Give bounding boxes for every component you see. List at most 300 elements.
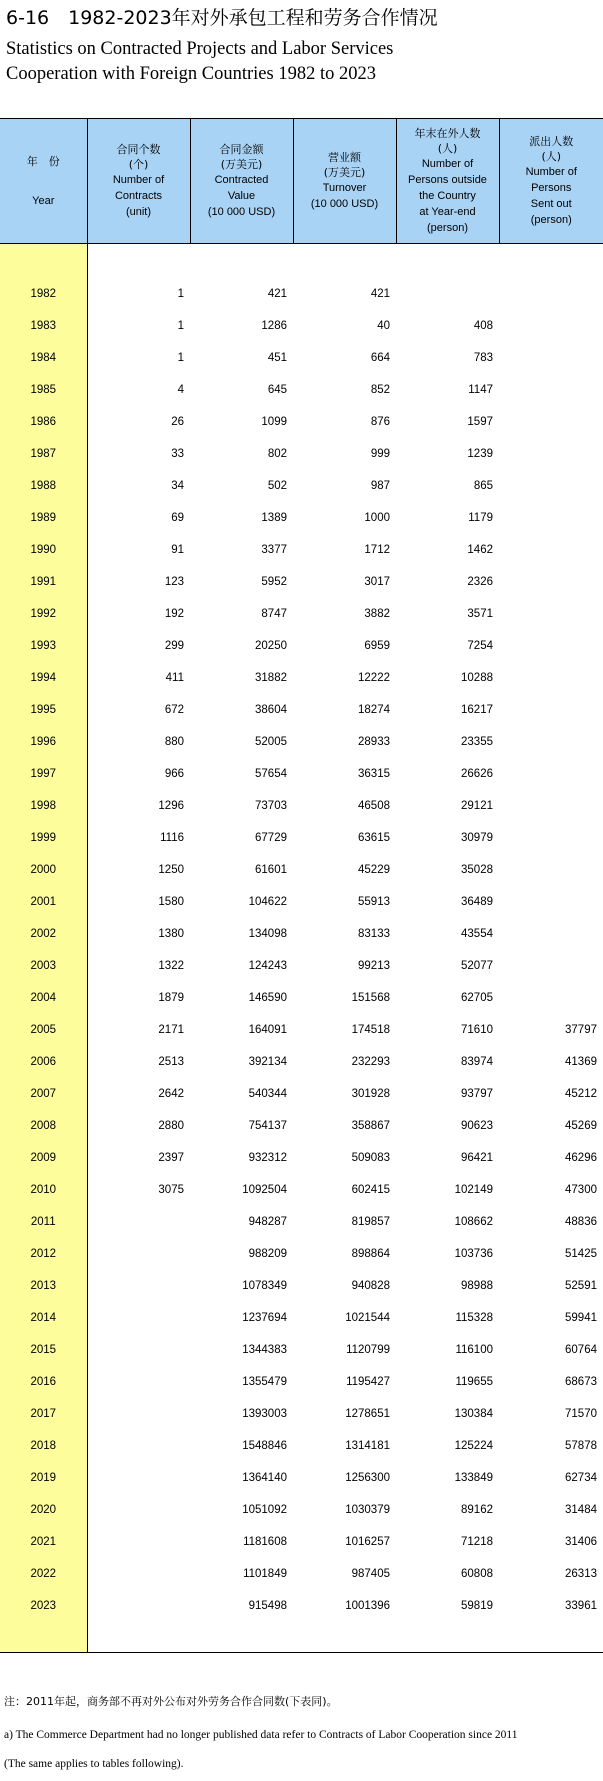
cell-sent <box>499 918 603 950</box>
spacer-row <box>0 244 603 279</box>
cell-value: 38604 <box>255 704 287 716</box>
cell-value: 1364140 <box>242 1472 287 1484</box>
cell-turnover: 1030379 <box>345 1504 390 1516</box>
year-cell: 1993 <box>0 630 87 662</box>
cell-contracts: 411 <box>165 672 184 684</box>
table-row <box>0 1558 603 1590</box>
cell-contracts: 26 <box>171 416 184 428</box>
cell-contracts <box>87 1590 190 1622</box>
cell-outside: 1239 <box>467 448 493 460</box>
column-header-en-line: (10 000 USD) <box>310 198 379 210</box>
year-cell: 1998 <box>0 790 87 822</box>
cell-sent <box>499 726 603 758</box>
cell-turnover: 421 <box>370 288 390 300</box>
cell-contracts: 1 <box>177 288 184 300</box>
year-cell: 2022 <box>0 1558 87 1590</box>
cell-outside: 89162 <box>461 1504 493 1516</box>
year-cell: 1990 <box>0 534 87 566</box>
cell-sent <box>499 502 603 534</box>
spacer-cell <box>293 244 396 279</box>
cell-sent: 45269 <box>565 1120 597 1132</box>
table-row <box>0 406 603 438</box>
cell-sent: 47300 <box>565 1184 597 1196</box>
spacer-cell <box>190 1622 293 1653</box>
cell-turnover: 358867 <box>351 1120 390 1132</box>
column-header-en-line: Contracts <box>114 190 163 202</box>
column-header-4 <box>396 119 499 244</box>
statistics-table <box>0 118 603 1653</box>
table-row <box>0 790 603 822</box>
cell-turnover: 1278651 <box>345 1408 390 1420</box>
header-row <box>0 119 603 244</box>
year-cell: 1992 <box>0 598 87 630</box>
column-header-en-line: Persons outside <box>408 174 487 186</box>
cell-contracts: 69 <box>171 512 184 524</box>
cell-turnover: 36315 <box>358 768 390 780</box>
year-cell: 1989 <box>0 502 87 534</box>
cell-value: 1237694 <box>242 1312 287 1324</box>
cell-outside: 3571 <box>467 608 493 620</box>
table-row <box>0 662 603 694</box>
cell-turnover: 28933 <box>358 736 390 748</box>
cell-turnover: 1001396 <box>345 1600 390 1612</box>
cell-contracts: 2880 <box>158 1120 184 1132</box>
cell-value: 802 <box>267 448 287 460</box>
column-header-cn-unit: (万美元) <box>323 166 366 179</box>
cell-turnover: 876 <box>370 416 390 428</box>
cell-turnover: 852 <box>370 384 390 396</box>
cell-turnover: 999 <box>370 448 390 460</box>
cell-turnover: 55913 <box>358 896 390 908</box>
cell-contracts: 1580 <box>158 896 184 908</box>
cell-turnover: 1712 <box>364 544 390 556</box>
cell-sent: 51425 <box>565 1248 597 1260</box>
year-cell: 2016 <box>0 1366 87 1398</box>
column-header-en-line: Value <box>227 190 256 202</box>
year-cell: 1996 <box>0 726 87 758</box>
cell-sent: 33961 <box>565 1600 597 1612</box>
cell-sent <box>499 566 603 598</box>
cell-contracts: 1 <box>177 352 184 364</box>
cell-value: 1181608 <box>243 1536 287 1548</box>
cell-outside: 36489 <box>461 896 493 908</box>
cell-turnover: 301928 <box>351 1088 390 1100</box>
cell-turnover: 1016257 <box>345 1536 390 1548</box>
cell-sent <box>499 790 603 822</box>
cell-sent <box>499 662 603 694</box>
cell-contracts: 123 <box>164 576 184 588</box>
cell-outside: 125224 <box>454 1440 493 1452</box>
cell-value: 61601 <box>255 864 287 876</box>
column-header-cn-unit: (万美元) <box>220 158 263 171</box>
cell-contracts <box>87 1462 190 1494</box>
cell-value: 988209 <box>248 1248 287 1260</box>
cell-outside: 108662 <box>454 1216 493 1228</box>
cell-value: 915498 <box>248 1600 287 1612</box>
cell-value: 146590 <box>248 992 287 1004</box>
cell-sent: 37797 <box>565 1024 597 1036</box>
cell-value: 1101849 <box>243 1568 287 1580</box>
cell-outside: 1147 <box>468 384 493 396</box>
cell-outside: 408 <box>473 320 493 332</box>
cell-sent: 71570 <box>565 1408 597 1420</box>
cell-outside: 23355 <box>461 736 493 748</box>
cell-contracts <box>87 1526 190 1558</box>
table-row <box>0 1174 603 1206</box>
cell-turnover: 6959 <box>364 640 390 652</box>
table-row <box>0 1302 603 1334</box>
cell-sent <box>499 630 603 662</box>
cell-outside: 783 <box>473 352 493 364</box>
cell-outside: 30979 <box>461 832 493 844</box>
year-cell: 2023 <box>0 1590 87 1622</box>
cell-contracts <box>87 1494 190 1526</box>
cell-value: 1092504 <box>242 1184 287 1196</box>
cell-turnover: 987 <box>370 480 390 492</box>
cell-sent <box>499 982 603 1014</box>
cell-contracts: 34 <box>171 480 184 492</box>
year-cell: 1991 <box>0 566 87 598</box>
cell-outside: 52077 <box>461 960 493 972</box>
cell-contracts: 1322 <box>158 960 184 972</box>
cell-value: 1389 <box>261 512 287 524</box>
column-header-1 <box>87 119 190 244</box>
cell-sent <box>499 598 603 630</box>
cell-outside: 1462 <box>467 544 493 556</box>
cell-value: 57654 <box>255 768 287 780</box>
cell-value: 754137 <box>248 1120 287 1132</box>
year-cell: 1984 <box>0 342 87 374</box>
year-cell: 2021 <box>0 1526 87 1558</box>
table-row <box>0 630 603 662</box>
year-cell: 2007 <box>0 1078 87 1110</box>
cell-turnover: 987405 <box>351 1568 390 1580</box>
column-header-3 <box>293 119 396 244</box>
cell-outside: 93797 <box>461 1088 493 1100</box>
cell-turnover: 3882 <box>364 608 390 620</box>
spacer-row <box>0 1622 603 1653</box>
table-row <box>0 1334 603 1366</box>
cell-sent <box>499 822 603 854</box>
cell-value: 20250 <box>255 640 287 652</box>
table-row <box>0 310 603 342</box>
cell-outside: 1597 <box>467 416 493 428</box>
cell-sent <box>499 694 603 726</box>
column-header-cn: 派出人数 <box>529 135 574 148</box>
table-row <box>0 566 603 598</box>
table-row <box>0 278 603 310</box>
cell-outside: 16217 <box>461 704 493 716</box>
cell-turnover: 1021544 <box>345 1312 390 1324</box>
footnote-cn: 注：2011年起，商务部不再对外公布对外劳务合作合同数(下表同)。 <box>4 1695 338 1708</box>
footnote-en-line1: a) The Commerce Department had no longer published data refer to Contracts of Labor Cooperation since 2011 <box>4 1729 518 1741</box>
year-cell: 1997 <box>0 758 87 790</box>
footnote-en-line2: (The same applies to tables following). <box>4 1758 184 1770</box>
cell-value: 5952 <box>261 576 287 588</box>
table-row <box>0 1366 603 1398</box>
cell-sent <box>499 886 603 918</box>
cell-value: 3377 <box>261 544 287 556</box>
cell-contracts: 1 <box>177 320 184 332</box>
column-header-en-line: Year <box>32 194 55 207</box>
cell-outside: 98988 <box>461 1280 493 1292</box>
cell-value: 1355479 <box>242 1376 287 1388</box>
table-row <box>0 1462 603 1494</box>
cell-outside: 71610 <box>461 1024 493 1036</box>
year-cell: 2006 <box>0 1046 87 1078</box>
table-row <box>0 502 603 534</box>
table-row <box>0 1046 603 1078</box>
column-header-cn: 营业额 <box>328 151 361 164</box>
table-row <box>0 822 603 854</box>
year-cell: 2004 <box>0 982 87 1014</box>
table-row <box>0 1238 603 1270</box>
cell-outside: 96421 <box>461 1152 493 1164</box>
table-row <box>0 918 603 950</box>
table-row <box>0 1142 603 1174</box>
cell-sent <box>499 758 603 790</box>
cell-contracts <box>87 1366 190 1398</box>
column-header-en-line: at Year-end <box>419 206 476 218</box>
cell-sent <box>499 406 603 438</box>
cell-value: 645 <box>267 384 287 396</box>
column-header-cn: 合同个数 <box>116 143 161 156</box>
table-row <box>0 534 603 566</box>
column-header-cn: 年末在外人数 <box>414 127 481 140</box>
year-cell: 2011 <box>0 1206 87 1238</box>
cell-sent: 31406 <box>565 1536 597 1548</box>
cell-value: 451 <box>267 352 287 364</box>
year-cell: 1986 <box>0 406 87 438</box>
cell-contracts: 3075 <box>158 1184 184 1196</box>
year-cell: 1995 <box>0 694 87 726</box>
spacer-cell <box>396 244 499 279</box>
cell-outside: 83974 <box>461 1056 493 1068</box>
cell-turnover: 509083 <box>351 1152 390 1164</box>
cell-contracts <box>87 1430 190 1462</box>
column-header-0 <box>0 119 87 244</box>
cell-contracts <box>87 1558 190 1590</box>
column-header-en-line: (10 000 USD) <box>207 206 276 218</box>
cell-value: 1051092 <box>242 1504 287 1516</box>
cell-value: 932312 <box>248 1152 287 1164</box>
year-cell: 1987 <box>0 438 87 470</box>
spacer-cell <box>499 1622 603 1653</box>
table-row <box>0 470 603 502</box>
cell-sent <box>499 470 603 502</box>
cell-outside: 43554 <box>461 928 493 940</box>
year-cell: 1999 <box>0 822 87 854</box>
cell-contracts: 2513 <box>158 1056 184 1068</box>
table-row <box>0 1526 603 1558</box>
cell-outside: 1179 <box>468 512 493 524</box>
table-title-en-line1: Statistics on Contracted Projects and Labor Services <box>6 39 394 59</box>
cell-turnover: 898864 <box>351 1248 390 1260</box>
table-row <box>0 1110 603 1142</box>
year-cell: 2014 <box>0 1302 87 1334</box>
cell-contracts <box>87 1270 190 1302</box>
table-row <box>0 1494 603 1526</box>
cell-outside: 71218 <box>461 1536 493 1548</box>
cell-value: 1099 <box>261 416 287 428</box>
cell-sent: 48836 <box>565 1216 597 1228</box>
cell-sent <box>499 950 603 982</box>
column-header-2 <box>190 119 293 244</box>
spacer-cell <box>396 1622 499 1653</box>
cell-contracts <box>87 1238 190 1270</box>
table-title-en-line2: Cooperation with Foreign Countries 1982 to 2023 <box>6 64 376 84</box>
cell-turnover: 1256300 <box>345 1472 390 1484</box>
spacer-cell <box>87 244 190 279</box>
year-cell: 1994 <box>0 662 87 694</box>
cell-contracts: 880 <box>164 736 184 748</box>
cell-turnover: 151568 <box>351 992 390 1004</box>
table-body <box>0 244 603 1653</box>
table-header <box>0 119 603 244</box>
cell-contracts: 1879 <box>158 992 184 1004</box>
table-row <box>0 1206 603 1238</box>
cell-outside: 90623 <box>461 1120 493 1132</box>
cell-sent <box>499 438 603 470</box>
spacer-cell <box>293 1622 396 1653</box>
spacer-cell <box>499 244 603 279</box>
cell-contracts: 192 <box>164 608 184 620</box>
cell-sent: 46296 <box>565 1152 597 1164</box>
cell-outside: 59819 <box>461 1600 493 1612</box>
column-header-cn-unit: (人) <box>541 150 562 163</box>
cell-value: 1344383 <box>242 1344 287 1356</box>
cell-turnover: 819857 <box>351 1216 390 1228</box>
cell-contracts: 1250 <box>158 864 184 876</box>
cell-contracts: 4 <box>177 384 184 396</box>
cell-contracts: 33 <box>171 448 184 460</box>
cell-turnover: 83133 <box>358 928 390 940</box>
cell-contracts: 1380 <box>158 928 184 940</box>
column-header-en-line: Number of <box>112 174 165 186</box>
cell-contracts <box>87 1206 190 1238</box>
cell-value: 948287 <box>248 1216 287 1228</box>
cell-value: 104622 <box>248 896 287 908</box>
year-cell: 2013 <box>0 1270 87 1302</box>
year-cell: 2003 <box>0 950 87 982</box>
cell-contracts: 2171 <box>158 1024 184 1036</box>
cell-outside: 60808 <box>461 1568 493 1580</box>
cell-value: 134098 <box>248 928 287 940</box>
table-title-cn: 6-16 1982-2023年对外承包工程和劳务合作情况 <box>6 7 438 29</box>
year-cell: 2020 <box>0 1494 87 1526</box>
cell-value: 73703 <box>255 800 287 812</box>
column-header-cn: 年 份 <box>26 154 60 168</box>
cell-turnover: 174518 <box>351 1024 390 1036</box>
cell-outside: 119655 <box>455 1376 493 1388</box>
cell-value: 52005 <box>255 736 287 748</box>
cell-contracts: 1116 <box>160 832 184 844</box>
year-cell: 1983 <box>0 310 87 342</box>
cell-turnover: 45229 <box>358 864 390 876</box>
year-cell: 2010 <box>0 1174 87 1206</box>
column-header-en-line: Sent out <box>530 198 572 210</box>
table-row <box>0 438 603 470</box>
year-cell: 2015 <box>0 1334 87 1366</box>
year-cell: 2000 <box>0 854 87 886</box>
cell-value: 1078349 <box>242 1280 287 1292</box>
cell-value: 421 <box>267 288 287 300</box>
cell-sent <box>499 854 603 886</box>
table-row <box>0 1078 603 1110</box>
cell-value: 1548846 <box>242 1440 287 1452</box>
cell-sent <box>499 278 603 310</box>
column-header-en-line: Number of <box>421 158 474 170</box>
cell-outside: 133849 <box>454 1472 493 1484</box>
cell-sent: 57878 <box>565 1440 597 1452</box>
column-header-5 <box>499 119 603 244</box>
cell-contracts: 2642 <box>158 1088 184 1100</box>
cell-sent: 59941 <box>565 1312 597 1324</box>
cell-value: 392134 <box>248 1056 287 1068</box>
year-cell: 2001 <box>0 886 87 918</box>
column-header-en-line: (person) <box>530 214 572 226</box>
cell-outside: 130384 <box>454 1408 493 1420</box>
table-row <box>0 1014 603 1046</box>
cell-contracts <box>87 1398 190 1430</box>
cell-value: 540344 <box>248 1088 287 1100</box>
cell-contracts: 672 <box>164 704 184 716</box>
cell-turnover: 1314181 <box>345 1440 390 1452</box>
cell-outside: 103736 <box>454 1248 493 1260</box>
cell-sent: 68673 <box>565 1376 597 1388</box>
table-row <box>0 374 603 406</box>
cell-turnover: 602415 <box>351 1184 390 1196</box>
table-row <box>0 886 603 918</box>
cell-outside: 102149 <box>454 1184 493 1196</box>
cell-sent: 41369 <box>565 1056 597 1068</box>
cell-outside: 10288 <box>461 672 493 684</box>
spacer-cell <box>0 1622 87 1653</box>
table-row <box>0 598 603 630</box>
column-header-en-line: the Country <box>419 190 476 202</box>
cell-sent <box>499 374 603 406</box>
cell-sent <box>499 534 603 566</box>
column-header-cn-unit: (个) <box>128 158 149 171</box>
cell-outside: 2326 <box>467 576 493 588</box>
table-row <box>0 758 603 790</box>
cell-value: 67729 <box>255 832 287 844</box>
table-row <box>0 342 603 374</box>
cell-value: 8747 <box>261 608 287 620</box>
cell-sent: 45212 <box>565 1088 597 1100</box>
year-cell: 2005 <box>0 1014 87 1046</box>
cell-turnover: 99213 <box>358 960 390 972</box>
cell-outside: 62705 <box>461 992 493 1004</box>
table-row <box>0 726 603 758</box>
spacer-cell <box>190 244 293 279</box>
cell-turnover: 12222 <box>358 672 390 684</box>
table-row <box>0 950 603 982</box>
cell-turnover: 1000 <box>364 512 390 524</box>
cell-turnover: 3017 <box>364 576 390 588</box>
cell-contracts: 299 <box>164 640 184 652</box>
cell-sent: 52591 <box>565 1280 597 1292</box>
cell-outside: 26626 <box>461 768 493 780</box>
cell-value: 164091 <box>248 1024 287 1036</box>
year-cell: 2002 <box>0 918 87 950</box>
column-header-en-line: Contracted <box>214 174 269 186</box>
year-cell: 1985 <box>0 374 87 406</box>
cell-outside: 35028 <box>461 864 493 876</box>
cell-turnover: 40 <box>377 320 390 332</box>
column-header-cn-unit: (人) <box>437 142 458 155</box>
cell-value: 124243 <box>248 960 287 972</box>
